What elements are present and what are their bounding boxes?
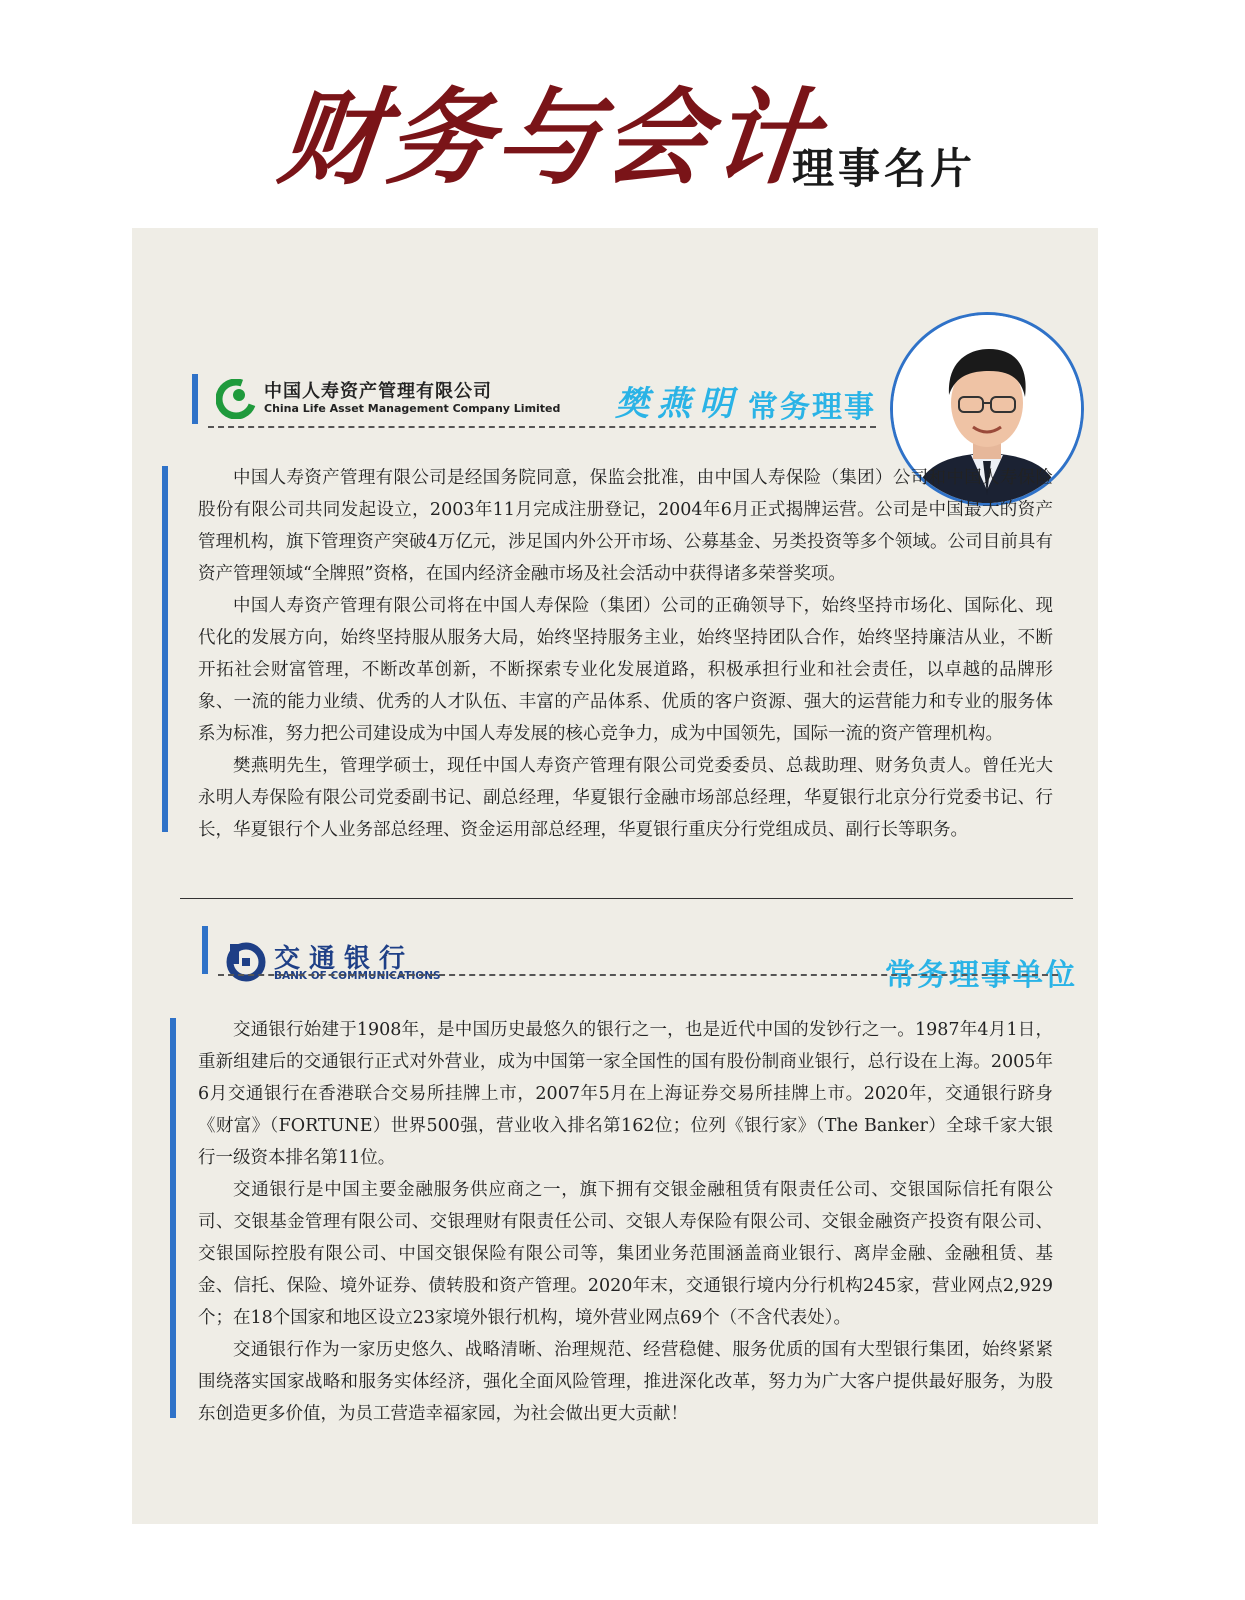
person-name: 樊燕明 xyxy=(615,384,741,424)
bocom-logo-icon xyxy=(226,942,266,982)
section1-text-bar xyxy=(162,466,168,832)
section1-text xyxy=(198,462,1053,846)
bank-role: 常务理事单位 xyxy=(885,958,1077,993)
section1-dashed-divider xyxy=(208,426,876,428)
section1-paragraph-3: 樊燕明先生，管理学硕士，现任中国人寿资产管理有限公司党委委员、总裁助理、财务负责人。曾任光大永明人寿保险有限公司党委副书记、副总经理，华夏银行金融市场部总经理，华夏银行北京分行党委书记、行长，华夏银行个人业务部总经理、资金运用部总经理，华夏银行重庆分行党组成员、副行长等职务。 xyxy=(198,756,1053,840)
bocom-logo-en: BANK OF COMMUNICATIONS xyxy=(274,970,441,982)
magazine-title: 财务与会计 xyxy=(273,76,827,199)
section2-paragraph-1: 交通银行始建于1908年，是中国历史最悠久的银行之一，也是近代中国的发钞行之一。1987年4月1日，重新组建后的交通银行正式对外营业，成为中国第一家全国性的国有股份制商业银行，总行设在上海。2005年6月交通银行在香港联合交易所挂牌上市，2007年5月在上海证券交易所挂牌上市。2020年，交通银行跻身《财富》（FORTUNE）世界500强，营业收入排名第162位；位列《银行家》（The Banker）全球千家大银行一级资本排名第11位。 xyxy=(198,1020,1053,1168)
bocom-logo-cn: 交通银行 xyxy=(274,944,415,974)
china-life-logo-en: China Life Asset Management Company Limited xyxy=(264,402,561,415)
section1-paragraph-1: 中国人寿资产管理有限公司是经国务院同意，保监会批准，由中国人寿保险（集团）公司和中国人寿保险股份有限公司共同发起设立，2003年11月完成注册登记，2004年6月正式揭牌运营。公司是中国最大的资产管理机构，旗下管理资产突破4万亿元，涉足国内外公开市场、公募基金、另类投资等多个领域。公司目前具有资产管理领域“全牌照”资格，在国内经济金融市场及社会活动中获得诸多荣誉奖项。 xyxy=(198,468,1053,584)
china-life-logo xyxy=(216,377,566,421)
china-life-logo-icon xyxy=(216,379,256,419)
section2-text xyxy=(198,1014,1053,1430)
section2-dashed-divider xyxy=(218,974,1058,976)
section-divider xyxy=(180,898,1073,899)
section2-header-bar xyxy=(202,926,208,974)
bocom-logo xyxy=(226,938,456,986)
masthead xyxy=(0,0,1245,225)
column-title: 理事名片 xyxy=(792,144,977,193)
section2-text-bar xyxy=(170,1018,176,1418)
person-role: 常务理事 xyxy=(748,390,876,425)
section1-paragraph-2: 中国人寿资产管理有限公司将在中国人寿保险（集团）公司的正确领导下，始终坚持市场化、国际化、现代化的发展方向，始终坚持服从服务大局，始终坚持服务主业，始终坚持团队合作，始终坚持廉洁从业，不断开拓社会财富管理，不断改革创新，不断探索专业化发展道路，积极承担行业和社会责任，以卓越的品牌形象、一流的能力业绩、优秀的人才队伍、丰富的产品体系、优质的客户资源、强大的运营能力和专业的服务体系为标准，努力把公司建设成为中国人寿发展的核心竞争力，成为中国领先，国际一流的资产管理机构。 xyxy=(198,596,1053,744)
section2-paragraph-3: 交通银行作为一家历史悠久、战略清晰、治理规范、经营稳健、服务优质的国有大型银行集团，始终紧紧围绕落实国家战略和服务实体经济，强化全面风险管理，推进深化改革，努力为广大客户提供最好服务，为股东创造更多价值，为员工营造幸福家园，为社会做出更大贡献！ xyxy=(198,1340,1053,1424)
china-life-logo-cn: 中国人寿资产管理有限公司 xyxy=(264,381,492,402)
section2-paragraph-2: 交通银行是中国主要金融服务供应商之一，旗下拥有交银金融租赁有限责任公司、交银国际信托有限公司、交银基金管理有限公司、交银理财有限责任公司、交银人寿保险有限公司、交银金融资产投资有限公司、交银国际控股有限公司、中国交银保险有限公司等，集团业务范围涵盖商业银行、离岸金融、金融租赁、基金、信托、保险、境外证券、债转股和资产管理。2020年末，交通银行境内分行机构245家，营业网点2,929个；在18个国家和地区设立23家境外银行机构，境外营业网点69个（不含代表处）。 xyxy=(198,1180,1053,1328)
section1-header-bar xyxy=(192,374,198,424)
